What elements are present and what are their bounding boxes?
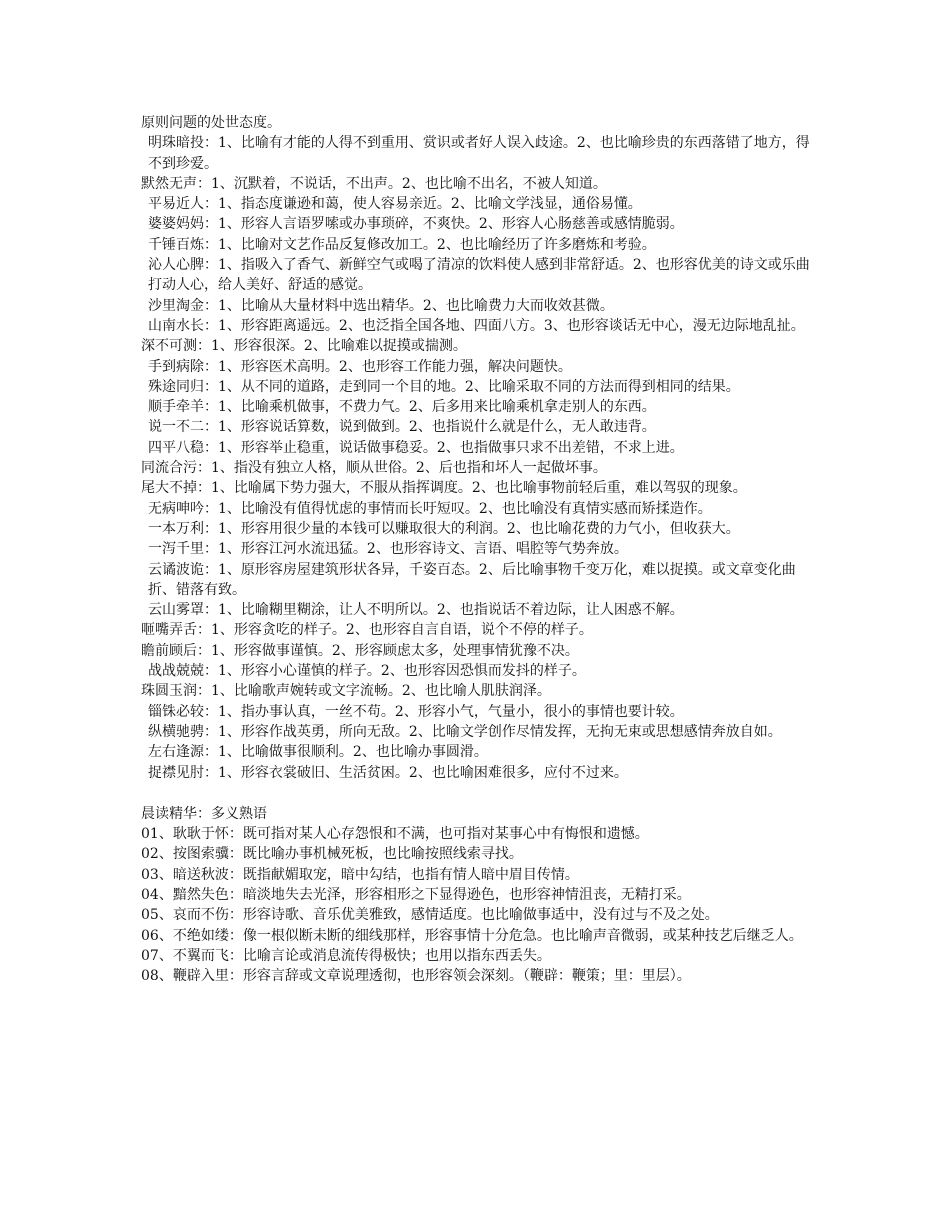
list-item: 云山雾罩：1、比喻糊里糊涂，让人不明所以。2、也指说话不着边际，让人困惑不解。 (148, 602, 684, 619)
list-item: 沁人心脾：1、指吸入了香气、新鲜空气或喝了清凉的饮料使人感到非常舒适。2、也形容优美的诗文或乐曲打动人心，给人美好、舒适的感觉。 (148, 257, 810, 294)
list-item: 深不可测：1、形容很深。2、比喻难以捉摸或揣测。 (141, 338, 467, 355)
list-item: 平易近人：1、指态度谦逊和蔼，使人容易亲近。2、比喻文学浅显，通俗易懂。 (148, 196, 642, 213)
list-item: 婆婆妈妈：1、形容人言语罗嗦或办事琐碎，不爽快。2、形容人心肠慈善或感情脆弱。 (148, 216, 684, 233)
list-item: 05、哀而不伤：形容诗歌、音乐优美雅致，感情适度。也比喻做事适中，没有过与不及之处。 (141, 907, 719, 924)
list-item: 云谲波诡：1、原形容房屋建筑形状各异，千姿百态。2、后比喻事物千变万化，难以捉摸。或文章变化曲折、错落有致。 (148, 561, 796, 598)
list-item: 手到病除：1、形容医术高明。2、也形容工作能力强，解决问题快。 (148, 358, 572, 375)
list-item: 明珠暗投：1、比喻有才能的人得不到重用、赏识或者好人误入歧途。2、也比喻珍贵的东西落错了地方，得不到珍爱。 (148, 135, 810, 172)
section-title: 晨读精华：多义熟语 (141, 805, 267, 822)
numbered-idiom-list (141, 824, 821, 986)
list-item: 瞻前顾后：1、形容做事谨慎。2、形容顾虑太多，处理事情犹豫不决。 (141, 642, 579, 659)
list-item: 纵横驰骋：1、形容作战英勇，所向无敌。2、比喻文学创作尽情发挥，无拘无束或思想感情奔放自如。 (148, 723, 782, 740)
list-item: 02、按图索骥：既比喻办事机械死板，也比喻按照线索寻找。 (141, 846, 523, 863)
list-item: 04、黯然失色：暗淡地失去光泽，形容相形之下显得逊色，也形容神情沮丧，无精打采。 (141, 886, 691, 903)
list-item: 07、不翼而飞：比喻言论或消息流传得极快；也用以指东西丢失。 (141, 947, 551, 964)
list-item: 四平八稳：1、形容举止稳重，说话做事稳妥。2、也指做事只求不出差错，不求上进。 (148, 439, 684, 456)
list-item: 千锤百炼：1、比喻对文艺作品反复修改加工。2、也比喻经历了许多磨炼和考验。 (148, 236, 656, 253)
list-item: 锱铢必较：1、指办事认真，一丝不苟。2、形容小气，气量小，很小的事情也要计较。 (148, 703, 684, 720)
list-item: 战战兢兢：1、形容小心谨慎的样子。2、也形容因恐惧而发抖的样子。 (148, 663, 586, 680)
list-item: 殊途同归：1、从不同的道路，走到同一个目的地。2、比喻采取不同的方法而得到相同的结果。 (148, 378, 740, 395)
list-item: 山南水长：1、形容距离遥远。2、也泛指全国各地、四面八方。3、也形容谈话无中心，漫无边际地乱扯。 (148, 317, 805, 334)
section-spacer (141, 783, 821, 804)
list-item: 咂嘴弄舌：1、形容贪吃的样子。2、也形容自言自语，说个不停的样子。 (141, 622, 593, 639)
list-item: 顺手牵羊：1、比喻乘机做事，不费力气。2、后多用来比喻乘机拿走别人的东西。 (148, 399, 656, 416)
list-item: 尾大不掉：1、比喻属下势力强大，不服从指挥调度。2、也比喻事物前轻后重，难以驾驭的现象。 (141, 480, 747, 497)
list-item: 说一不二：1、形容说话算数，说到做到。2、也指说什么就是什么，无人敢违背。 (148, 419, 656, 436)
list-item: 03、暗送秋波：既指献媚取宠，暗中勾结，也指有情人暗中眉目传情。 (141, 866, 579, 883)
list-item: 沙里淘金：1、比喻从大量材料中选出精华。2、也比喻费力大而收效甚微。 (148, 297, 614, 314)
list-item: 珠圆玉润：1、比喻歌声婉转或文字流畅。2、也比喻人肌肤润泽。 (141, 683, 551, 700)
list-item: 08、鞭辟入里：形容言辞或文章说理透彻，也形容领会深刻。（鞭辟：鞭策；里：里层）。 (141, 968, 691, 985)
list-item: 06、不绝如缕：像一根似断未断的细线那样，形容事情十分危急。也比喻声音微弱，或某种技艺后继乏人。 (141, 927, 803, 944)
list-item: 同流合污：1、指没有独立人格，顺从世俗。2、后也指和坏人一起做坏事。 (141, 460, 607, 477)
document-page (141, 113, 821, 986)
list-item: 无病呻吟：1、比喻没有值得忧虑的事情而长吁短叹。2、也比喻没有真情实感而矫揉造作。 (148, 500, 712, 517)
list-item: 左右逢源：1、比喻做事很顺利。2、也比喻办事圆滑。 (148, 744, 488, 761)
list-item: 一泻千里：1、形容江河水流迅猛。2、也形容诗文、言语、唱腔等气势奔放。 (148, 541, 628, 558)
list-item: 一本万利：1、形容用很少量的本钱可以赚取很大的利润。2、也比喻花费的力气小，但收获大。 (148, 520, 740, 537)
list-item: 捉襟见肘：1、形容衣裳破旧、生活贫困。2、也比喻困难很多，应付不过来。 (148, 764, 628, 781)
idiom-list (141, 113, 821, 783)
list-item: 原则问题的处世态度。 (141, 115, 281, 131)
list-item: 默然无声：1、沉默着，不说话，不出声。2、也比喻不出名，不被人知道。 (141, 175, 607, 192)
list-item: 01、耿耿于怀：既可指对某人心存怨恨和不满，也可指对某事心中有悔恨和遗憾。 (141, 826, 649, 843)
